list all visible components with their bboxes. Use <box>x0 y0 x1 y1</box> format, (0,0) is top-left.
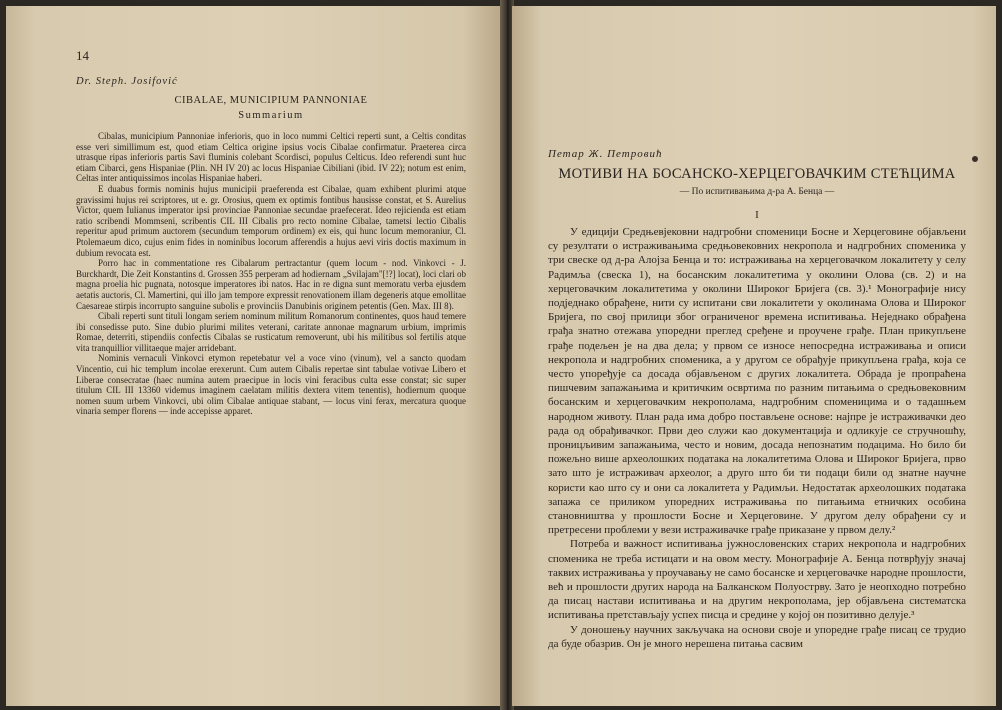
right-title: МОТИВИ НА БОСАНСКО-ХЕРЦЕГОВАЧКИМ СТЕЋЦИМА <box>558 166 956 182</box>
left-subtitle: Summarium <box>238 110 304 121</box>
right-author: Петар Ж. Петровић <box>548 148 663 160</box>
left-paragraph-2: E duabus formis nominis hujus municipii praeferenda est Cibalae, quam exhibent plurimi atque gravissimi hujus rei scriptores, ut e. gr. Orosius, quem ex optimis fontibus hausisse constat, et S. Aurelius Victor, quem Iulianus imperator ipsi provinciae Pannoniae secundae praefecerat. Ideo rejicienda est etiam ratio scribendi Mommseni, scribentis CIL III Cibalis pro recto nomine Cibalae, tametsi lectio Cibalis reperitur apud primum auctorem (secundum temporum ordinem) ex eis, qui hunc locum memoraniur, Cl. Ptolemaeum dico, cujus enim fides in nominibus locorum afferendis a hujus aevi viris doctis maximum in dubium revocata est. <box>76 183 466 258</box>
right-subtitle: — По испитивањима д-ра А. Бенца — <box>679 187 835 197</box>
ink-spot <box>972 156 978 162</box>
left-paragraph-1: Cibalas, municipium Pannoniae inferioris, quo in loco nummi Celtici reperti sunt, a Celtis conditas esse veri simillimum est, quod etiam Celtica origine ipsius vocis Cibalae confirmatur. Praeterea circa utrasque ripas inferioris partis Savi fluminis colebant Scordisci, populus Celticus. Ideo referendi sunt huc etiam Cibarci, gens Hispaniae (Plin. NH IV 20) ac locus Hispaniae Cibiliani (ibid. IV 22); notum est enim, Celtas inter antiquissimos incolas Hispaniae haberi. <box>76 131 466 184</box>
right-page <box>512 6 996 706</box>
left-paragraph-4: Cibali reperti sunt tituli longam seriem nominum militum Romanorum continentes, quos haud temere ibi consedisse puto. Sine dubio plurimi milites veterani, caritate annonae magnarum urbium, imprimis Romae, deterriti, stipendiis confectis Cibalas se rusticatum removerunt, ubi his militibus sol fertilis atque vita tranquillior villitaeque majer arridebant. <box>76 311 466 353</box>
left-paragraph-5: Nominis vernaculi Vinkovci etymon repetebatur vel a voce vino (vinum), vel a sancto quodam Vincentio, cui hic templum incolae erexerunt. Cum autem Cibalis repertae sint tabulae votivae Libero et Liberae consecratae (haec numina autem praecipue in locis vini feracibus culta esse constat; sic super titulum CIL III 13360 videmus imaginem caelatam militis dextera vitem tenentis), hodiernum quoque nomen suum urbem Vinkovci, ubi olim Cibalae antiquae stabant, — locus vini ferax, mercatura quoque vinaria semper florens — inde accepisse apparet. <box>76 353 466 417</box>
left-page <box>6 6 502 706</box>
section-number: I <box>755 209 759 221</box>
right-paragraph-1: У едицији Средњевјековни надгробни споменици Босне и Херцеговине објављени су резултати о истраживањима средњовековних некропола и надгробних споменика у три свеске од д-ра Алојза Бенца и то: истраживања на херцеговачком локалитету у селу Радимља (свеска 1), на босанским локалитетима у околини Олова (св. 2) и на херцеговачким локалитетима у околини Широког Бријега (св. 3).¹ Монографије нису подједнако обрађене, нити су испитани сви локалитети у околинама Олова и Широког Бријега, по свој прилици због ограниченог времена испитивања. Неједнако обрађена грађа знатно отежава упоредни преглед сређене и проучене грађе. План прикупљене грађе подељен је на два дела; у првом се износе непосредна истраживања и описи некропола и надгробних споменика, а у другом се обрађује прикупљена грађа, која се често упоређује са досада објављеном с других локалитета. Обрада је пропраћена пишчевим запажањима и критичким освртима по разним питањима о средњовековним босанским и херцеговачким некрополама, надгробним споменицима и о тадашњем народном животу. План рада има добро постављене основе: најпре је истраживачки део рада од обрађивачког. Први део служи као документација и одликује се стручношћу, проницљивим запажањима, често и новим, досада непознатим подацима. Но било би пожељно више археолошких података на локалитетима Олова и Широког Бријега, прво зато што је истраживач археолог, а друго што би ти подаци били од знатне научне користи као што су и они са локалитета у Радимљи. Недостатак археолошких података запажа се приликом упоредних истраживања по питањима етничких особина становништва у прошлости Босне и Херцеговине. У другом делу обрађени су и претресени проблеми у вези истраживачке грађе приказане у првом делу.² <box>548 226 966 537</box>
left-author: Dr. Steph. Josifović <box>76 76 178 87</box>
left-paragraph-3: Porro hac in commentatione res Cibalarum pertractantur (quem locum - nod. Vinkovci - J. Burckhardt, Die Zeit Konstantins d. Grossen 355 perperam ad hodiernam „Svilajam"[!?] locat), loci clari ob magna proelia hic pugnata, notosque imperatores ibi natos. Hac in re digna sunt memoratu verba ejusdem aetatis auctoris, Cl. Mamertini, qui illo jam tempore expressit renovationem illam degeneris atque emollitae Caesareae stirpis incorrupto sanguine subolis e provinciis Danubinis originem petentis (Gen. Max. III 8). <box>76 258 466 311</box>
right-paragraph-2: Потреба и важност испитивања јужнословенских старих некропола и надгробних споменика не треба истицати и на овом месту. Монографије А. Бенца потврђују значај таквих истраживања у проучавању не само босанске и херцеговачке народне прошлости, већ и прошлости других народа на Балканском Полуострву. Зато је неопходно потребно да писац настави испитивања и на другим некрополама, јер објављена систематска испитивања претстављају успех писца и средине у којој он позитивно делује.³ <box>548 538 966 622</box>
right-paragraph-3: У доношењу научних закључака на основи своје и упоредне грађе писац се трудио да буде обазрив. Он је много нерешена питања сасвим <box>548 623 966 650</box>
left-title: CIBALAE, MUNICIPIUM PANNONIAE <box>174 95 368 106</box>
page-number: 14 <box>76 48 89 63</box>
